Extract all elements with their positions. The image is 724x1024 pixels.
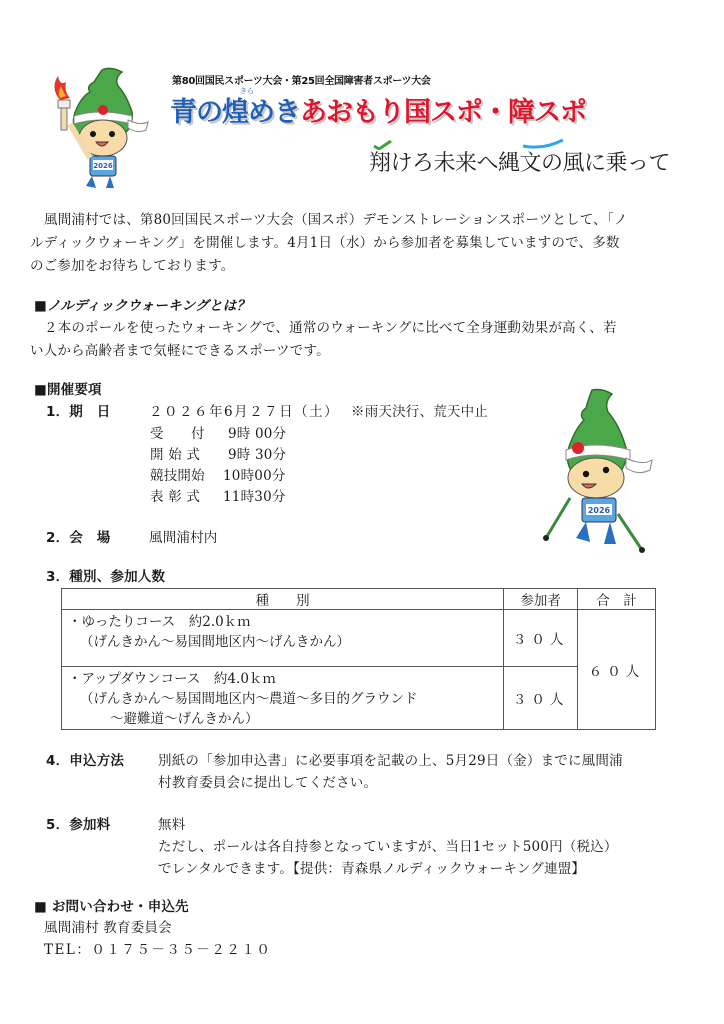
about-line-2: い人から高齢者まで気軽にできるスポーツです。 xyxy=(30,343,330,359)
about-heading: ■ノルディックウォーキングとは？ xyxy=(34,298,251,314)
course-updown-title: ・アップダウンコース 約4.0ｋｍ xyxy=(68,671,276,687)
mascot-torch-icon xyxy=(40,64,150,192)
green-swoosh-icon xyxy=(373,140,393,150)
mascot-walking-icon xyxy=(530,386,660,556)
event-title-red: あおもり国スポ・障スポ xyxy=(300,97,586,128)
schedule-label-start: 競技開始 xyxy=(150,468,205,484)
schedule-time-reception: 9時 00分 xyxy=(228,426,287,442)
fee-line-2: ただし、ポールは各自持参となっていますが、当日1セット500円（税込） xyxy=(158,839,618,855)
venue-label: 2．会 場 xyxy=(46,530,111,546)
event-subtitle: 第80回国民スポーツ大会・第25回全国障害者スポーツ大会 xyxy=(172,76,431,87)
course-easy-description xyxy=(62,610,504,667)
schedule-time-awards: 11時30分 xyxy=(223,489,286,505)
table-header-participants: 参加者 xyxy=(504,589,578,610)
course-easy-title: ・ゆったりコース 約2.0ｋｍ xyxy=(68,614,251,630)
intro-line-1: 風間浦村では、第80回国民スポーツ大会（国スポ）デモンストレーションスポーツとして、「ノ xyxy=(44,212,628,228)
application-line-1: 別紙の「参加申込書」に必要事項を記載の上、5月29日（金）までに風間浦 xyxy=(158,753,623,769)
mascot-walking-image xyxy=(530,386,660,556)
contact-tel: TEL：０１７５－３５－２２１０ xyxy=(44,942,272,958)
venue-value: 風間浦村内 xyxy=(149,530,218,546)
course-updown-participants: ３０人 xyxy=(504,667,578,730)
table-header-total: 合 計 xyxy=(578,589,656,610)
course-easy-route: （げんきかん〜易国間地区内〜げんきかん） xyxy=(80,634,350,650)
schedule-label-awards: 表 彰 式 xyxy=(150,489,201,505)
course-table xyxy=(61,588,656,730)
course-easy-participants: ３０人 xyxy=(504,610,578,667)
table-header-category: 種 別 xyxy=(62,589,504,610)
table-row xyxy=(62,610,656,667)
course-total: ６０人 xyxy=(578,610,656,730)
schedule-label-reception: 受 付 xyxy=(150,426,205,442)
fee-label: 5．参加料 xyxy=(46,817,111,833)
application-label: 4．申込方法 xyxy=(46,753,125,769)
outline-heading: ■開催要項 xyxy=(34,382,102,398)
intro-line-2: ルディックウォーキング」を開催します。4月1日（水）から参加者を募集していますので、多数 xyxy=(30,235,620,251)
course-updown-route-1: （げんきかん〜易国間地区内〜農道〜多目的グラウンド xyxy=(80,691,418,707)
date-label: 1．期 日 xyxy=(46,404,111,420)
contact-org: 風間浦村 教育委員会 xyxy=(44,920,172,936)
svg-text:2026: 2026 xyxy=(587,506,611,515)
course-updown-route-2: 〜避難道〜げんきかん） xyxy=(110,711,259,727)
schedule-time-opening: 9時 30分 xyxy=(228,447,287,463)
table-header-row xyxy=(62,589,656,610)
event-title xyxy=(170,90,586,129)
mascot-torch-image xyxy=(40,64,150,192)
fee-free: 無料 xyxy=(158,817,186,833)
course-updown-description xyxy=(62,667,504,730)
date-note: ※雨天決行、荒天中止 xyxy=(351,404,488,420)
schedule-time-start: 10時00分 xyxy=(223,468,286,484)
about-line-1: ２本のポールを使ったウォーキングで、通常のウォーキングに比べて全身運動効果が高く、若 xyxy=(44,320,617,336)
contact-heading: ■ お問い合わせ・申込先 xyxy=(34,899,189,915)
title-ruby: きら xyxy=(240,87,254,95)
fee-line-3: でレンタルできます。【提供：青森県ノルディックウォーキング連盟】 xyxy=(158,861,586,877)
slogan-text: 翔けろ未来へ縄文の風に乗って xyxy=(369,151,671,176)
schedule-label-opening: 開 始 式 xyxy=(150,447,201,463)
blue-swoosh-icon xyxy=(521,138,565,150)
date-value: ２０２６年6月２７日（土） xyxy=(149,404,340,420)
table-row xyxy=(62,667,656,730)
intro-line-3: のご参加をお待ちしております。 xyxy=(30,258,235,274)
event-title-blue: 青の煌めき xyxy=(170,97,300,128)
svg-text:2026: 2026 xyxy=(93,162,113,170)
application-line-2: 村教育委員会に提出してください。 xyxy=(158,775,378,791)
slogan xyxy=(369,146,670,177)
categories-label: 3．種別、参加人数 xyxy=(46,569,166,585)
